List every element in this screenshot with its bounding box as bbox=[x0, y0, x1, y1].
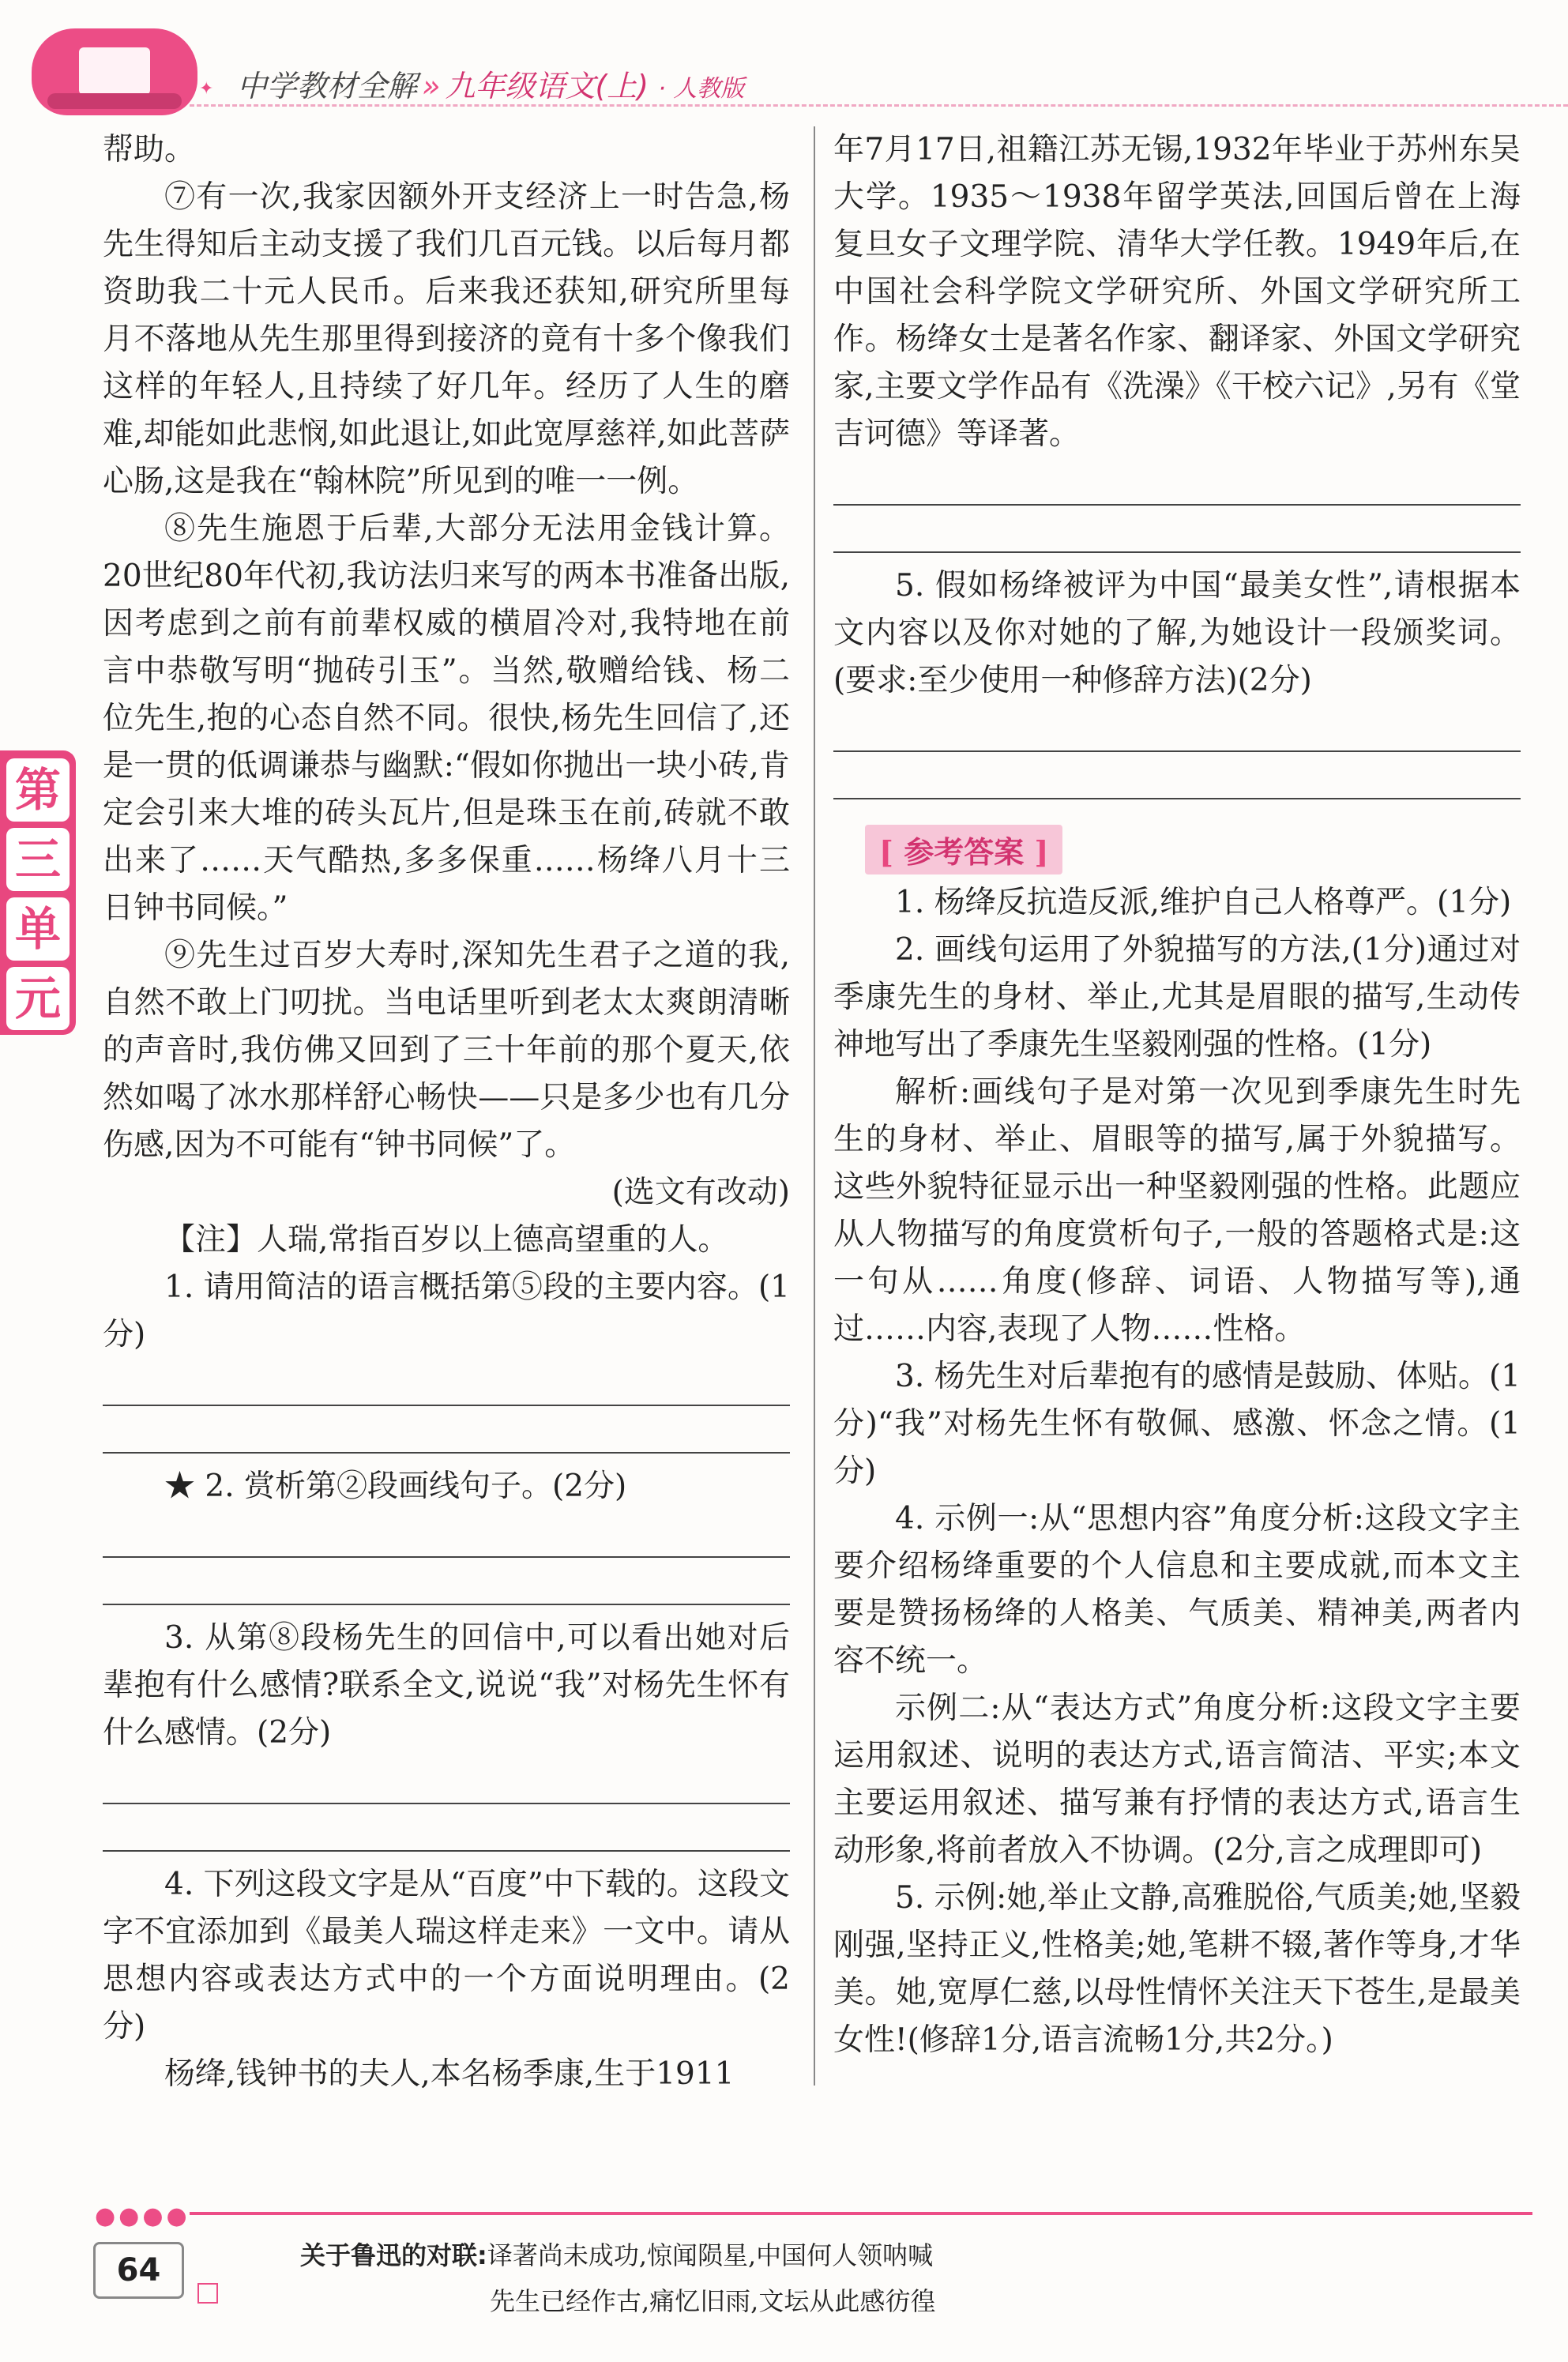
grade-subject: 九年级语文(上) bbox=[445, 69, 649, 103]
header-title bbox=[237, 62, 744, 105]
spacer bbox=[103, 1605, 790, 1615]
footer-label: 关于鲁迅的对联: bbox=[300, 2240, 487, 2270]
answer-key-label: [ 参考答案 ] bbox=[865, 825, 1062, 874]
paragraph: (选文有改动) bbox=[611, 1175, 790, 1210]
unit-tab bbox=[0, 750, 76, 1035]
unit-tab-char: 元 bbox=[6, 967, 70, 1030]
paragraph: 3. 从第⑧段杨先生的回信中,可以看出她对后辈抱有什么感情?联系全文,说说“我”对杨先生怀有什么感情。(2分) bbox=[103, 1620, 790, 1751]
footer-couplet-line-1 bbox=[300, 2236, 933, 2272]
answer-line[interactable] bbox=[103, 1558, 790, 1605]
spacer bbox=[833, 799, 1521, 809]
paragraph: 5. 假如杨绛被评为中国“最美女性”,请根据本文内容以及你对她的了解,为她设计一段颁奖词。(要求:至少使用一种修辞方法)(2分) bbox=[833, 568, 1521, 698]
page-header bbox=[0, 0, 1568, 118]
spacer bbox=[103, 1454, 790, 1463]
paragraph: ⑦有一次,我家因额外开支经济上一时告急,杨先生得知后主动支援了我们几百元钱。以后每月都资助我二十元人民币。后来我还获知,研究所里每月不落地从先生那里得到接济的竟有十多个像我们这样的年轻人,且持续了好几年。经历了人生的磨难,却能如此悲悯,如此退让,如此宽厚慈祥,如此菩萨心肠,这是我在“翰林院”所见到的唯一一例。 bbox=[103, 179, 790, 499]
footer-couplet-line-2: 先生已经作古,痛忆旧雨,文坛从此感彷徨 bbox=[490, 2286, 936, 2316]
answer-line[interactable] bbox=[103, 1510, 790, 1558]
right-column bbox=[833, 126, 1521, 2064]
book-icon bbox=[79, 47, 150, 95]
footer-couplet-text-1: 译著尚未成功,惊闻陨星,中国何人领呐喊 bbox=[487, 2240, 934, 2270]
unit-tab-char: 第 bbox=[6, 758, 70, 822]
answer-line[interactable] bbox=[833, 752, 1521, 799]
answer-line[interactable] bbox=[103, 1804, 790, 1852]
paragraph: 5. 示例:她,举止文静,高雅脱俗,气质美;她,坚毅刚强,坚持正义,性格美;她,笔耕不辍,著作等身,才华美。她,宽厚仁慈,以母性情怀关注天下苍生,是最美女性!(修辞1分,语言流畅1分,共2分。) bbox=[833, 1880, 1521, 2058]
star-icon: ✦ bbox=[199, 79, 214, 99]
paragraph: 【注】人瑞,常指百岁以上德高望重的人。 bbox=[164, 1222, 729, 1258]
paragraph: ★ 2. 赏析第②段画线句子。(2分) bbox=[164, 1469, 627, 1504]
paragraph: ⑨先生过百岁大寿时,深知先生君子之道的我,自然不敢上门叨扰。当电话里听到老太太爽朗清晰的声音时,我仿佛又回到了三十年前的那个夏天,依然如喝了冰水那样舒心畅快——只是多少也有几分伤感,因为不可能有“钟书同候”了。 bbox=[103, 938, 790, 1163]
paragraph: 杨绛,钱钟书的夫人,本名杨季康,生于1911 bbox=[164, 2056, 735, 2092]
paragraph: 示例二:从“表达方式”角度分析:这段文字主要运用叙述、说明的表达方式,语言简洁、平实;本文主要运用叙述、描写兼有抒情的表达方式,语言生动形象,将前者放入不协调。(2分,言之成理即可) bbox=[833, 1691, 1521, 1868]
header-separator: » bbox=[422, 69, 441, 103]
logo-base bbox=[47, 93, 182, 109]
spacer bbox=[833, 553, 1521, 562]
column-divider bbox=[814, 126, 815, 2086]
paragraph: 4. 下列这段文字是从“百度”中下载的。这段文字不宜添加到《最美人瑞这样走来》一文中。请从思想内容或表达方式中的一个方面说明理由。(2分) bbox=[103, 1867, 790, 2044]
answer-line[interactable] bbox=[103, 1406, 790, 1454]
footer-divider bbox=[190, 2212, 1532, 2215]
page-number: 64 bbox=[93, 2242, 184, 2299]
footer-square-icon bbox=[197, 2283, 218, 2304]
book-series-title: 中学教材全解 bbox=[237, 69, 418, 103]
paragraph: 1. 请用简洁的语言概括第⑤段的主要内容。(1分) bbox=[103, 1269, 790, 1352]
answer-line[interactable] bbox=[103, 1757, 790, 1804]
spacer bbox=[103, 1852, 790, 1861]
left-column bbox=[103, 126, 790, 2098]
paragraph: ⑧先生施恩于后辈,大部分无法用金钱计算。20世纪80年代初,我访法归来写的两本书准备出版,因考虑到之前有前辈权威的横眉冷对,我特地在前言中恭敬写明“抛砖引玉”。当然,敬赠给钱、杨二位先生,抱的心态自然不同。很快,杨先生回信了,还是一贯的低调谦恭与幽默:“假如你抛出一块小砖,肯定会引来大堆的砖头瓦片,但是珠玉在前,砖就不敢出来了……天气酷热,多多保重……杨绛八月十三日钟书同候。” bbox=[103, 511, 790, 926]
paragraph: 1. 杨绛反抗造反派,维护自己人格尊严。(1分) bbox=[895, 885, 1512, 920]
paragraph: 2. 画线句运用了外貌描写的方法,(1分)通过对季康先生的身材、举止,尤其是眉眼的描写,生动传神地写出了季康先生坚毅刚强的性格。(1分) bbox=[833, 932, 1521, 1063]
answer-line[interactable] bbox=[103, 1359, 790, 1406]
header-divider bbox=[190, 104, 1568, 107]
answer-line[interactable] bbox=[833, 506, 1521, 553]
answer-line[interactable] bbox=[833, 458, 1521, 506]
footer-dots: ●●●● bbox=[95, 2202, 190, 2230]
paragraph: 年7月17日,祖籍江苏无锡,1932年毕业于苏州东吴大学。1935～1938年留学英法,回国后曾在上海复旦女子文理学院、清华大学任教。1949年后,在中国社会科学院文学研究所、外国文学研究所工作。杨绛女士是著名作家、翻译家、外国文学研究家,主要文学作品有《洗澡》《干校六记》,另有《堂吉诃德》等译著。 bbox=[833, 132, 1521, 452]
edition-label: · 人教版 bbox=[658, 75, 745, 103]
paragraph: 3. 杨先生对后辈抱有的感情是鼓励、体贴。(1分)“我”对杨先生怀有敬佩、感激、怀念之情。(1分) bbox=[833, 1359, 1521, 1489]
paragraph: 4. 示例一:从“思想内容”角度分析:这段文字主要介绍杨绛重要的个人信息和主要成就,而本文主要是赞扬杨绛的人格美、气质美、精神美,两者内容不统一。 bbox=[833, 1501, 1521, 1679]
unit-tab-char: 单 bbox=[6, 897, 70, 961]
answer-line[interactable] bbox=[833, 705, 1521, 752]
unit-tab-char: 三 bbox=[6, 828, 70, 891]
paragraph: 帮助。 bbox=[103, 132, 196, 167]
answer-key-text: 参考答案 bbox=[904, 834, 1025, 870]
paragraph: 解析:画线句子是对第一次见到季康先生时先生的身材、举止、眉眼等的描写,属于外貌描写。这些外貌特征显示出一种坚毅刚强的性格。此题应从人物描写的角度赏析句子,一般的答题格式是:这一句从……角度(修辞、词语、人物描写等),通过……内容,表现了人物……性格。 bbox=[833, 1074, 1521, 1347]
